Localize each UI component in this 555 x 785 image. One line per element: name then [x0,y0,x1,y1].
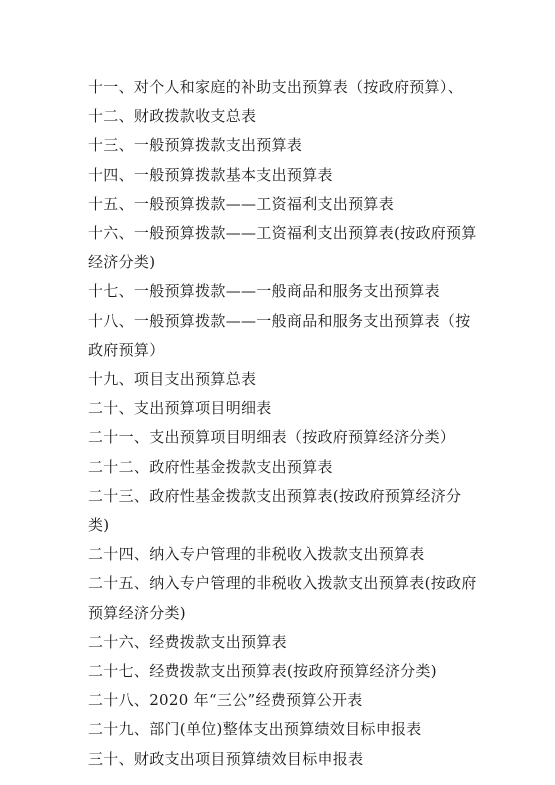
toc-item: 二十八、2020 年“三公”经费预算公开表 [88,691,363,710]
toc-item: 十三、一般预算拨款支出预算表 [88,136,303,155]
toc-item: 十九、项目支出预算总表 [88,370,257,389]
toc-item: 十七、一般预算拨款——一般商品和服务支出预算表 [88,282,440,301]
toc-item: 二十、支出预算项目明细表 [88,399,272,418]
toc-item: 三十、财政支出项目预算绩效目标申报表 [88,749,364,768]
toc-item: 二十五、纳入专户管理的非税收入拨款支出预算表(按政府预算经济分类) [88,574,477,622]
toc-item: 十一、对个人和家庭的补助支出预算表（按政府预算）、 [88,78,464,96]
toc-item: 二十六、经费拨款支出预算表 [88,632,287,651]
toc-item: 二十七、经费拨款支出预算表(按政府预算经济分类) [88,662,437,681]
toc-item: 十八、一般预算拨款——一般商品和服务支出预算表（按政府预算） [88,311,471,359]
toc-item: 二十三、政府性基金拨款支出预算表(按政府预算经济分类) [88,486,462,535]
toc-item: 二十四、纳入专户管理的非税收入拨款支出预算表 [88,545,425,564]
toc-item: 十六、一般预算拨款——工资福利支出预算表(按政府预算经济分类) [88,224,477,272]
toc-item: 十四、一般预算拨款基本支出预算表 [88,165,333,184]
table-of-contents [88,73,478,774]
toc-item: 十二、财政拨款收支总表 [88,107,257,126]
toc-item: 二十一、支出预算项目明细表（按政府预算经济分类） [88,428,456,447]
toc-item: 二十二、政府性基金拨款支出预算表 [88,457,333,476]
toc-item: 二十九、部门(单位)整体支出预算绩效目标申报表 [88,720,422,739]
toc-item: 十五、一般预算拨款——工资福利支出预算表 [88,194,395,213]
